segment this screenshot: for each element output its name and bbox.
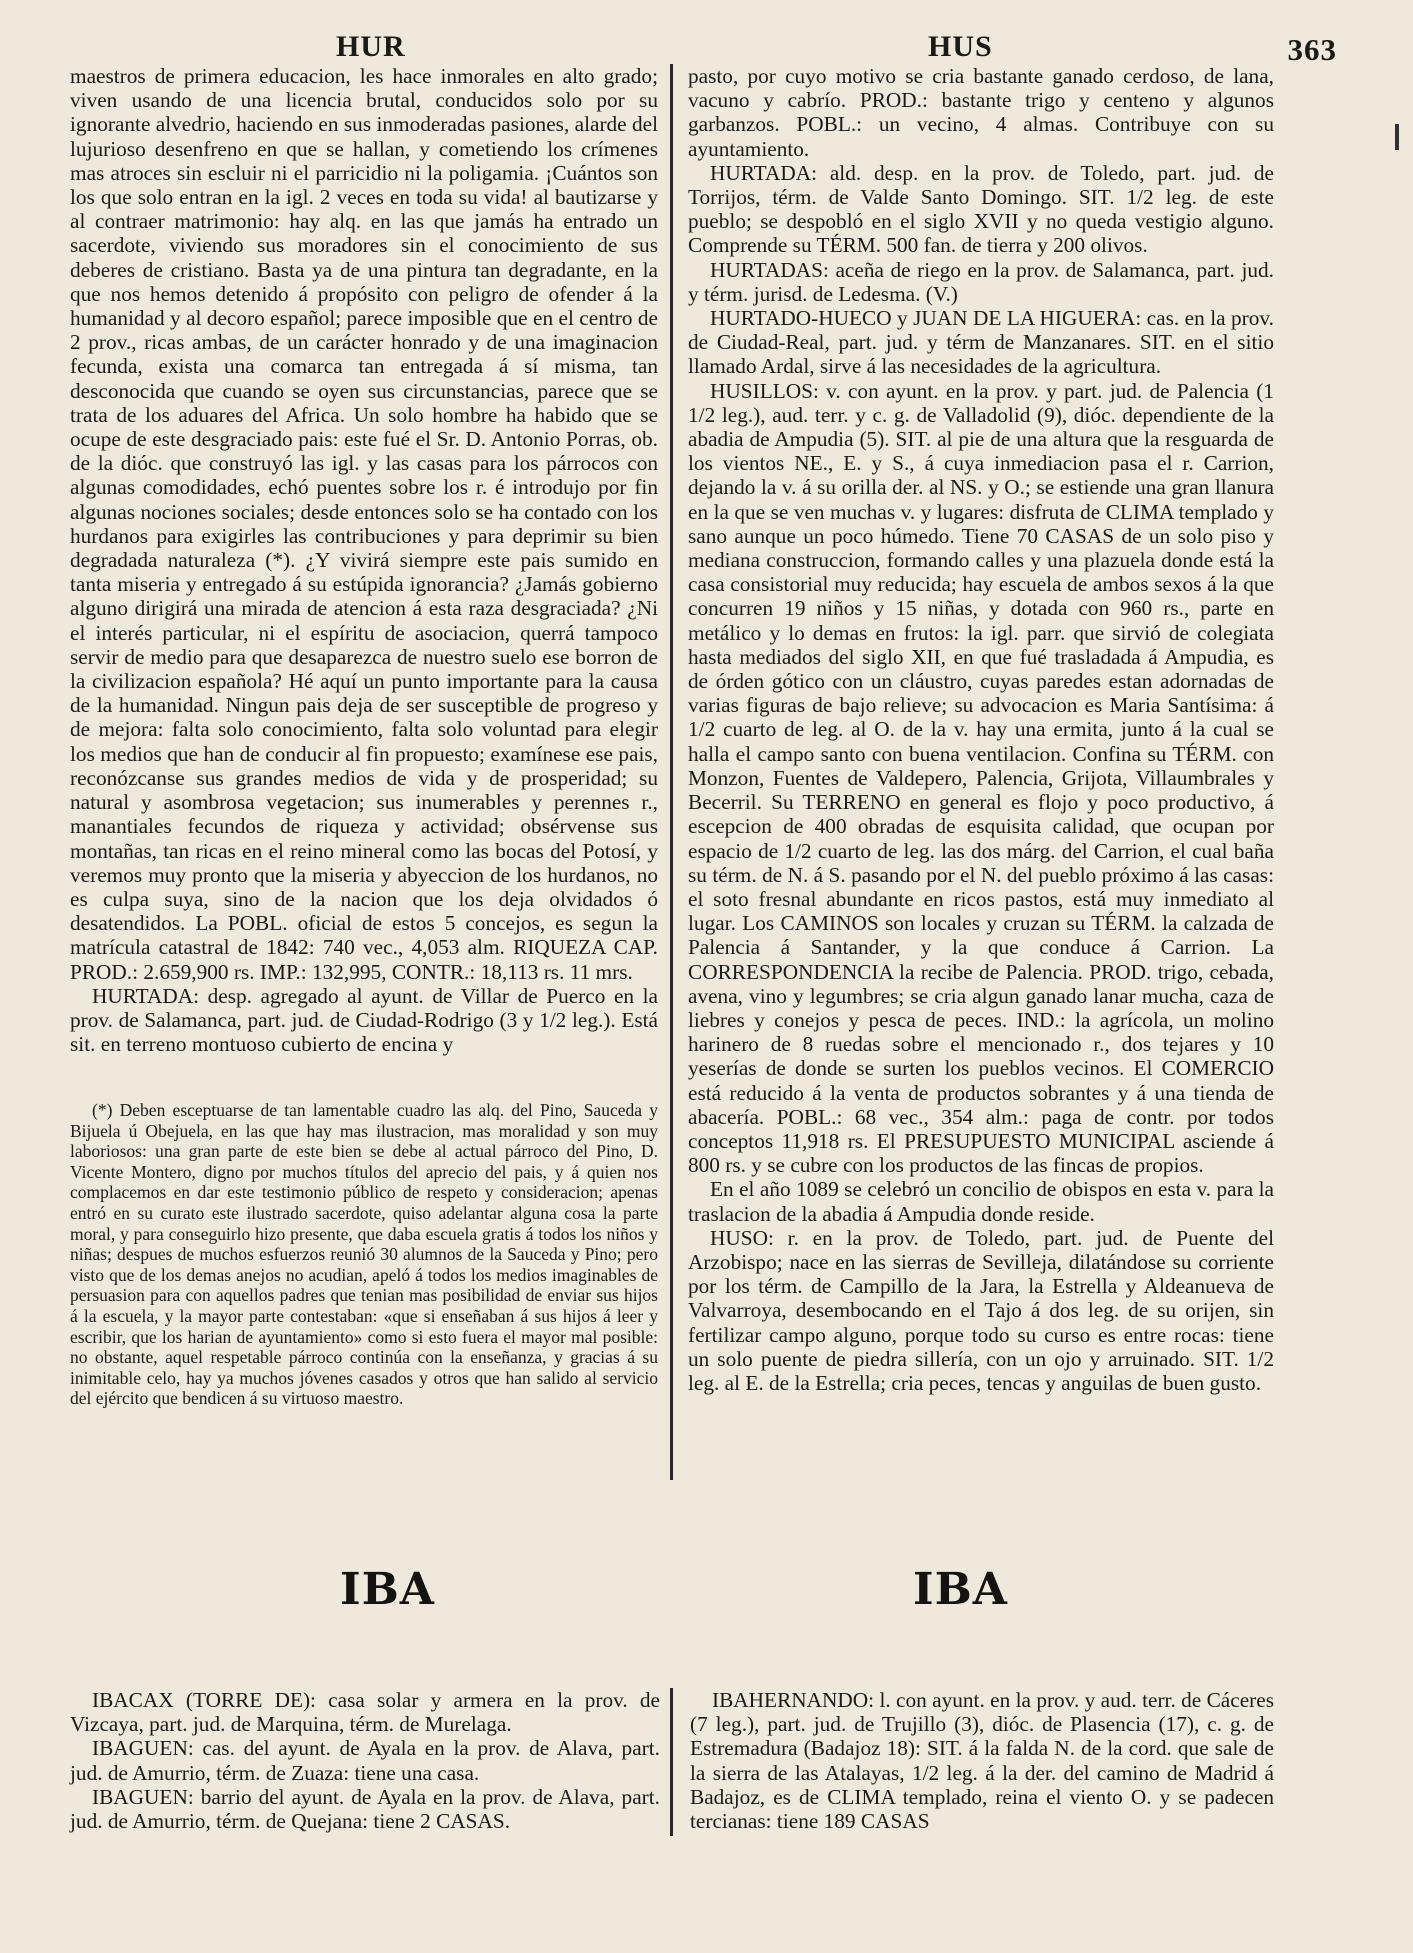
column-divider-bottom xyxy=(670,1688,673,1836)
section-heading-right: IBA xyxy=(913,1564,1008,1615)
footnote xyxy=(70,1100,658,1409)
right-paragraph-2: HURTADA: ald. desp. en la prov. de Toledo, part. jud. de Torrijos, térm. de Valde Santo Domingo. SIT. 1/2 leg. de este pueblo; se despobló en el siglo XVII y no queda vestigio alguno. Comprende su TÉRM. 500 fan. de tierra y 200 olivos. xyxy=(688,160,1274,258)
running-head-middle: HUS xyxy=(928,30,993,63)
right-paragraph-1: pasto, por cuyo motivo se cria bastante ganado cerdoso, de lana, vacuno y cabrío. PROD.: bastante trigo y centeno y algunos garbanzos. POBL.: un vecino, 4 almas. Contribuye con su ayuntamiento. xyxy=(688,64,1274,161)
column-divider-top xyxy=(670,64,673,1480)
margin-mark xyxy=(1395,124,1399,150)
left-paragraph-2: HURTADA: desp. agregado al ayunt. de Villar de Puerco en la prov. de Salamanca, part. jud. de Ciudad-Rodrigo (3 y 1/2 leg.). Está sit. en terreno montuoso cubierto de encina y xyxy=(70,983,658,1057)
left-paragraph-1: maestros de primera educacion, les hace inmorales en alto grado; viven usando de una licencia brutal, conducidos solo por su ignorante alvedrio, haciendo en sus inmoderadas pasiones, alarde del lujurioso desenfreno en que se hallan, y cometiendo los crímenes mas atroces sin escluir ni el parricidio ni la poligamia. ¡Cuántos son los que solo entran en la igl. 2 veces en toda su vida! al bautizarse y al contraer matrimonio: hay alq. en las que jamás ha entrado un sacerdote, viviendo sus moradores sin el conocimiento de sus deberes de cristiano. Basta ya de una pintura tan degradante, en la que nos hemos detenido á propósito con peligro de ofender á la humanidad y al decoro español; parece imposible que en el centro de 2 prov., ricas ambas, de un carácter honrado y de una imaginacion fecunda, exista una comarca tan entregada á sí misma, tan desconocida que cuando se oyen sus circunstancias, parece que se trata de los aduares del Africa. Un solo hombre ha habido que se ocupe de este desgraciado pais: este fué el Sr. D. Antonio Porras, ob. de la dióc. que construyó las igl. y las casas para los párrocos con algunas comodidades, echó puentes sobre los r. é introdujo por fin algunas nociones sociales; desde entonces solo se ha contado con los hurdanos para exigirles las contribuciones y para deprimir su bien degradada naturaleza (*). ¿Y vivirá siempre este pais sumido en tanta miseria y entregado á su estúpida ignorancia? ¿Jamás gobierno alguno dirigirá una mirada de atencion á esta raza desgraciada? ¿Ni el interés particular, ni el espíritu de asociacion, querrá tampoco servir de medio para que desaparezca de nuestro suelo ese borron de la civilizacion española? Hé aquí un punto importante para la causa de la humanidad. Ningun pais deja de ser susceptible de progreso y de mejora: falta solo conocimiento, falta solo voluntad para elegir los medios que han de conducir al fin propuesto; examínese ese pais, reconózcanse sus grandes medios de vida y de prosperidad; su natural y asombrosa vegetacion; sus inumerables y perennes r., manantiales fecundos de riqueza y actividad; obsérvense sus montañas, tan ricas en el reino mineral como las bocas del Potosí, y veremos muy pronto que la miseria y abyeccion de los hurdanos, no es culpa suya, sino de la nacion que los deja olvidados ó desatendidos. La POBL. oficial de estos 5 concejos, es segun la matrícula catastral de 1842: 740 vec., 4,053 alm. RIQUEZA CAP. PROD.: 2.659,900 rs. IMP.: 132,995, CONTR.: 18,113 rs. 11 mrs. xyxy=(70,64,658,984)
lower-left-column xyxy=(70,1688,660,1833)
right-column xyxy=(688,64,1274,1395)
running-head-left: HUR xyxy=(336,30,406,63)
left-column xyxy=(70,64,658,1056)
lower-right-entry-1: IBAHERNANDO: l. con ayunt. en la prov. y aud. terr. de Cáceres (7 leg.), part. jud. de Trujillo (3), dióc. de Plasencia (17), c. g. de Estremadura (Badajoz 18): SIT. á la falda N. de la cord. que sale de la sierra de las Atalayas, 1/2 leg. á la der. del camino de Madrid á Badajoz, es de CLIMA templado, reina el viento O. y se padecen tercianas: tiene 189 CASAS xyxy=(690,1688,1274,1834)
right-paragraph-4: HURTADO-HUECO y JUAN DE LA HIGUERA: cas. en la prov. de Ciudad-Real, part. jud. y térm de Manzanares. SIT. en el sitio llamado Ardal, sirve á las necesidades de la agricultura. xyxy=(688,306,1274,379)
lower-left-entry-2: IBAGUEN: cas. del ayunt. de Ayala en la prov. de Alava, part. jud. de Amurrio, térm. de Zuaza: tiene una casa. xyxy=(70,1736,660,1785)
section-heading-left: IBA xyxy=(340,1564,435,1615)
lower-left-entry-1: IBACAX (TORRE DE): casa solar y armera en la prov. de Vizcaya, part. jud. de Marquina, térm. de Murelaga. xyxy=(70,1688,660,1737)
lower-left-entry-3: IBAGUEN: barrio del ayunt. de Ayala en la prov. de Alava, part. jud. de Amurrio, térm. de Quejana: tiene 2 CASAS. xyxy=(70,1784,660,1834)
right-paragraph-3: HURTADAS: aceña de riego en la prov. de Salamanca, part. jud. y térm. jurisd. de Ledesma. (V.) xyxy=(688,257,1274,306)
lower-right-column xyxy=(690,1688,1274,1833)
right-paragraph-5: HUSILLOS: v. con ayunt. en la prov. y part. jud. de Palencia (1 1/2 leg.), aud. terr. y c. g. de Valladolid (9), dióc. dependiente de la abadia de Ampudia (5). SIT. al pie de una altura que la resguarda de los vientos NE., E. y S., á cuya inmediacion pasa el r. Carrion, dejando la v. á su orilla der. al NS. y O.; se estiende una gran llanura en la que se ven muchas v. y lugares: disfruta de CLIMA templado y sano aunque un poco húmedo. Tiene 70 CASAS de un solo piso y mediana construccion, formando calles y una plazuela donde está la casa consistorial muy reducida; hay escuela de ambos sexos á la que concurren 19 niños y 15 niñas, y dotada con 960 rs., parte en metálico y lo demas en frutos: la igl. parr. que sirvió de colegiata hasta mediados del siglo XII, en que fué trasladada á Ampudia, es de órden gótico con un cláustro, cuyas paredes estan adornadas de varias figuras de bajo relieve; su advocacion es Maria Santísima: á 1/2 cuarto de leg. al O. de la v. hay una ermita, junto á la cual se halla el campo santo con buena ventilacion. Confina su TÉRM. con Monzon, Fuentes de Valdepero, Palencia, Grijota, Villaumbrales y Becerril. Su TERRENO en general es flojo y poco productivo, á escepcion de 400 obradas de esquisita calidad, que ocupan por espacio de 1/2 cuarto de leg. las dos márg. del Carrion, el cual baña su térm. de N. á S. pasando por el N. del pueblo próximo á las casas: el soto fresnal abundante en ricos pastos, está muy inmediato al lugar. Los CAMINOS son locales y cruzan su TÉRM. la calzada de Palencia á Santander, y la que conduce á Carrion. La CORRESPONDENCIA la recibe de Palencia. PROD. trigo, cebada, avena, vino y legumbres; se cria algun ganado lanar mucha, caza de liebres y conejos y pesca de peces. IND.: la agrícola, un molino harinero de 8 ruedas sobre el mencionado r., dos tejares y 10 yeserías de donde se surten los pueblos vecinos. El COMERCIO está reducido á la venta de productos sobrantes y á una tienda de abacería. POBL.: 68 vec., 354 alm.: paga de contr. por todos conceptos 11,918 rs. El PRESUPUESTO MUNICIPAL asciende á 800 rs. y se cubre con los productos de las fincas de propios. xyxy=(688,378,1274,1178)
right-paragraph-6: En el año 1089 se celebró un concilio de obispos en esta v. para la traslacion de la abadia á Ampudia donde reside. xyxy=(688,1177,1274,1226)
page-number: 363 xyxy=(1287,32,1337,67)
footnote-text: (*) Deben esceptuarse de tan lamentable cuadro las alq. del Pino, Sauceda y Bijuela ú Obejuela, en las que hay mas ilustracion, mas moralidad y son muy laboriosos: una gran parte de este bien se debe al actual párroco del Pino, D. Vicente Montero, digno por muchos títulos del aprecio del pais, y á quien nos complacemos en dar este testimonio público de respeto y consideracion; apenas entró en su curato este ilustrado sacerdote, quiso adelantar alguna cosa la parte moral, y para conseguirlo hizo presente, que daba escuela gratis á todos los niños y niñas; despues de muchos esfuerzos reunió 30 alumnos de la Sauceda y Pino; pero visto que de los demas anejos no acudian, apeló á todos los medios imaginables de persuasion para con aquellos padres que tenian mas posibilidad de enviar sus hijos á la escuela, y la mayor parte contestaban: «que si enseñaban á sus hijos á leer y escribir, que los harian de ayuntamiento» como si esto fuera el mayor mal posible: no obstante, aquel respetable párroco continúa con la enseñanza, y gracias á su inimitable celo, hay ya muchos jóvenes casados y otros que han salido al servicio del ejército que bendicen á su virtuoso maestro. xyxy=(70,1100,658,1409)
right-paragraph-7: HUSO: r. en la prov. de Toledo, part. jud. de Puente del Arzobispo; nace en las sierras de Sevilleja, dilatándose su corriente por los térm. de Campillo de la Jara, la Estrella y Aldeanueva de Valvarroya, desembocando en el Tajo á dos leg. de su orijen, sin fertilizar campo alguno, porque todo su curso es entre rocas: tiene un solo puente de piedra sillería, con un ojo y arruinado. SIT. 1/2 leg. al E. de la Estrella; cria peces, tencas y anguilas de buen gusto. xyxy=(688,1225,1274,1395)
